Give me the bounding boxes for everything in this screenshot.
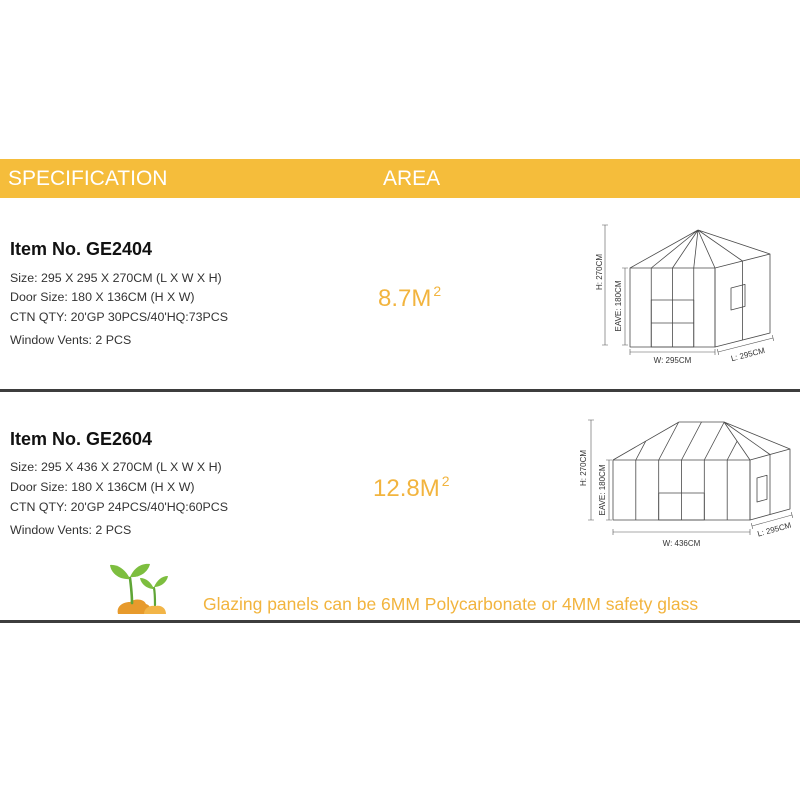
header-band <box>0 159 800 198</box>
front-posts <box>636 460 727 520</box>
specification-heading: SPECIFICATION <box>8 167 168 190</box>
greenhouse-drawing <box>575 412 797 562</box>
sprout-leaf <box>110 565 130 579</box>
height-label: H: 270CM <box>595 253 604 291</box>
roof-hips <box>613 422 790 460</box>
carton-quantity-spec: CTN QTY: 20'GP 24PCS/40'HQ:60PCS <box>10 500 228 514</box>
item-number: Item No. GE2604 <box>10 429 153 449</box>
width-label: W: 295CM <box>653 356 692 365</box>
front-posts <box>651 268 694 347</box>
width-dimension-line <box>613 529 750 535</box>
sprout-leaf <box>130 564 150 577</box>
height-dimension-line <box>588 420 594 520</box>
area-heading: AREA <box>383 167 441 190</box>
window-vent <box>757 475 767 502</box>
door-size-spec: Door Size: 180 X 136CM (H X W) <box>10 480 195 494</box>
size-spec: Size: 295 X 436 X 270CM (L X W X H) <box>10 460 222 474</box>
length-label: L: 295CM <box>756 520 793 539</box>
roof-rafters <box>636 422 770 460</box>
area-number: 8.7M <box>378 285 432 312</box>
area-value <box>378 285 441 315</box>
window-vents-spec: Window Vents: 2 PCS <box>10 523 132 537</box>
item-number: Item No. GE2404 <box>10 239 153 259</box>
width-label: W: 436CM <box>662 539 701 548</box>
carton-quantity-spec: CTN QTY: 20'GP 30PCS/40'HQ:73PCS <box>10 310 228 324</box>
eave-label: EAVE: 180CM <box>614 280 623 332</box>
sprout-leaf-small <box>154 576 168 587</box>
roof-rafters <box>630 230 770 268</box>
door-size-spec: Door Size: 180 X 136CM (H X W) <box>10 290 195 304</box>
length-label: L: 295CM <box>729 345 766 364</box>
greenhouse-drawing <box>585 220 790 380</box>
sprout-stem-small <box>154 588 155 605</box>
window-vent <box>731 284 745 310</box>
sprout-stem <box>130 578 132 603</box>
size-spec: Size: 295 X 295 X 270CM (L X W X H) <box>10 271 222 285</box>
height-label: H: 270CM <box>579 449 588 487</box>
window-vents-spec: Window Vents: 2 PCS <box>10 333 132 347</box>
area-value <box>373 475 450 505</box>
area-superscript: 2 <box>433 283 442 299</box>
section-divider <box>0 389 800 392</box>
sprout-leaf-small <box>140 578 154 589</box>
section-divider <box>0 620 800 623</box>
seedling-icon <box>108 558 170 616</box>
width-dimension-line <box>630 349 715 355</box>
eave-label: EAVE: 180CM <box>598 464 607 516</box>
glazing-note: Glazing panels can be 6MM Polycarbonate or 4MM safety glass <box>203 594 699 614</box>
area-number: 12.8M <box>373 475 440 502</box>
area-superscript: 2 <box>441 473 450 489</box>
